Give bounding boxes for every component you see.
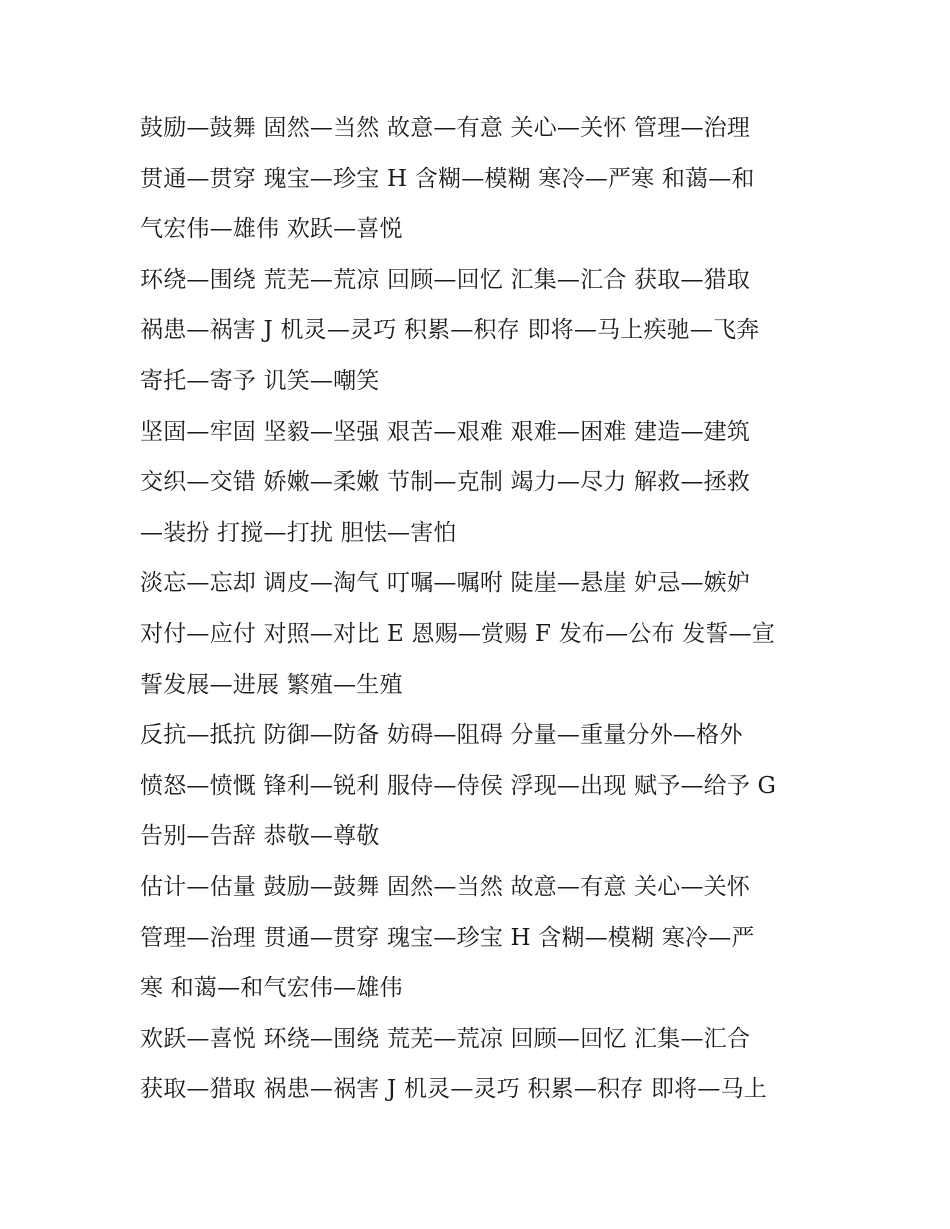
text-line: 估计—估量 鼓励—鼓舞 固然—当然 故意—有意 关心—关怀 <box>140 873 751 900</box>
text-line: 淡忘—忘却 调皮—淘气 叮嘱—嘱咐 陡崖—悬崖 妒忌—嫉妒 <box>140 570 751 597</box>
text-line: 对付—应付 对照—对比 E 恩赐—赏赐 F 发布—公布 发誓—宣 <box>140 620 776 647</box>
text-line: 鼓励—鼓舞 固然—当然 故意—有意 关心—关怀 管理—治理 <box>140 115 751 141</box>
text-line: 愤怒—愤慨 锋利—锐利 服侍—侍侯 浮现—出现 赋予—给予 G <box>140 772 777 799</box>
text-line: 获取—猎取 祸患—祸害 J 机灵—灵巧 积累—积存 即将—马上 <box>140 1076 767 1103</box>
text-line: 交织—交错 娇嫩—柔嫩 节制—克制 竭力—尽力 解救—拯救 <box>140 469 751 496</box>
text-line: 坚固—牢固 坚毅—坚强 艰苦—艰难 艰难—困难 建造—建筑 <box>140 418 751 445</box>
text-line: 誓发展—进展 繁殖—生殖 <box>140 671 403 698</box>
text-line: 反抗—抵抗 防御—防备 妨碍—阻碍 分量—重量分外—格外 <box>140 722 743 749</box>
text-body <box>140 103 830 1115</box>
text-line: —装扮 打搅—打扰 胆怯—害怕 <box>140 519 457 546</box>
text-line: 管理—治理 贯通—贯穿 瑰宝—珍宝 H 含糊—模糊 寒冷—严 <box>140 924 755 951</box>
text-line: 寒 和蔼—和气宏伟—雄伟 <box>140 975 403 1002</box>
text-line: 寄托—寄予 讥笑—嘲笑 <box>140 367 380 394</box>
text-line: 告别—告辞 恭敬—尊敬 <box>140 823 380 850</box>
text-line: 欢跃—喜悦 环绕—围绕 荒芜—荒凉 回顾—回忆 汇集—汇合 <box>140 1025 751 1052</box>
text-line: 气宏伟—雄伟 欢跃—喜悦 <box>140 216 403 243</box>
text-line: 祸患—祸害 J 机灵—灵巧 积累—积存 即将—马上疾驰—飞奔 <box>140 317 760 344</box>
text-line: 环绕—围绕 荒芜—荒凉 回顾—回忆 汇集—汇合 获取—猎取 <box>140 266 751 293</box>
text-line: 贯通—贯穿 瑰宝—珍宝 H 含糊—模糊 寒冷—严寒 和蔼—和 <box>140 165 755 192</box>
